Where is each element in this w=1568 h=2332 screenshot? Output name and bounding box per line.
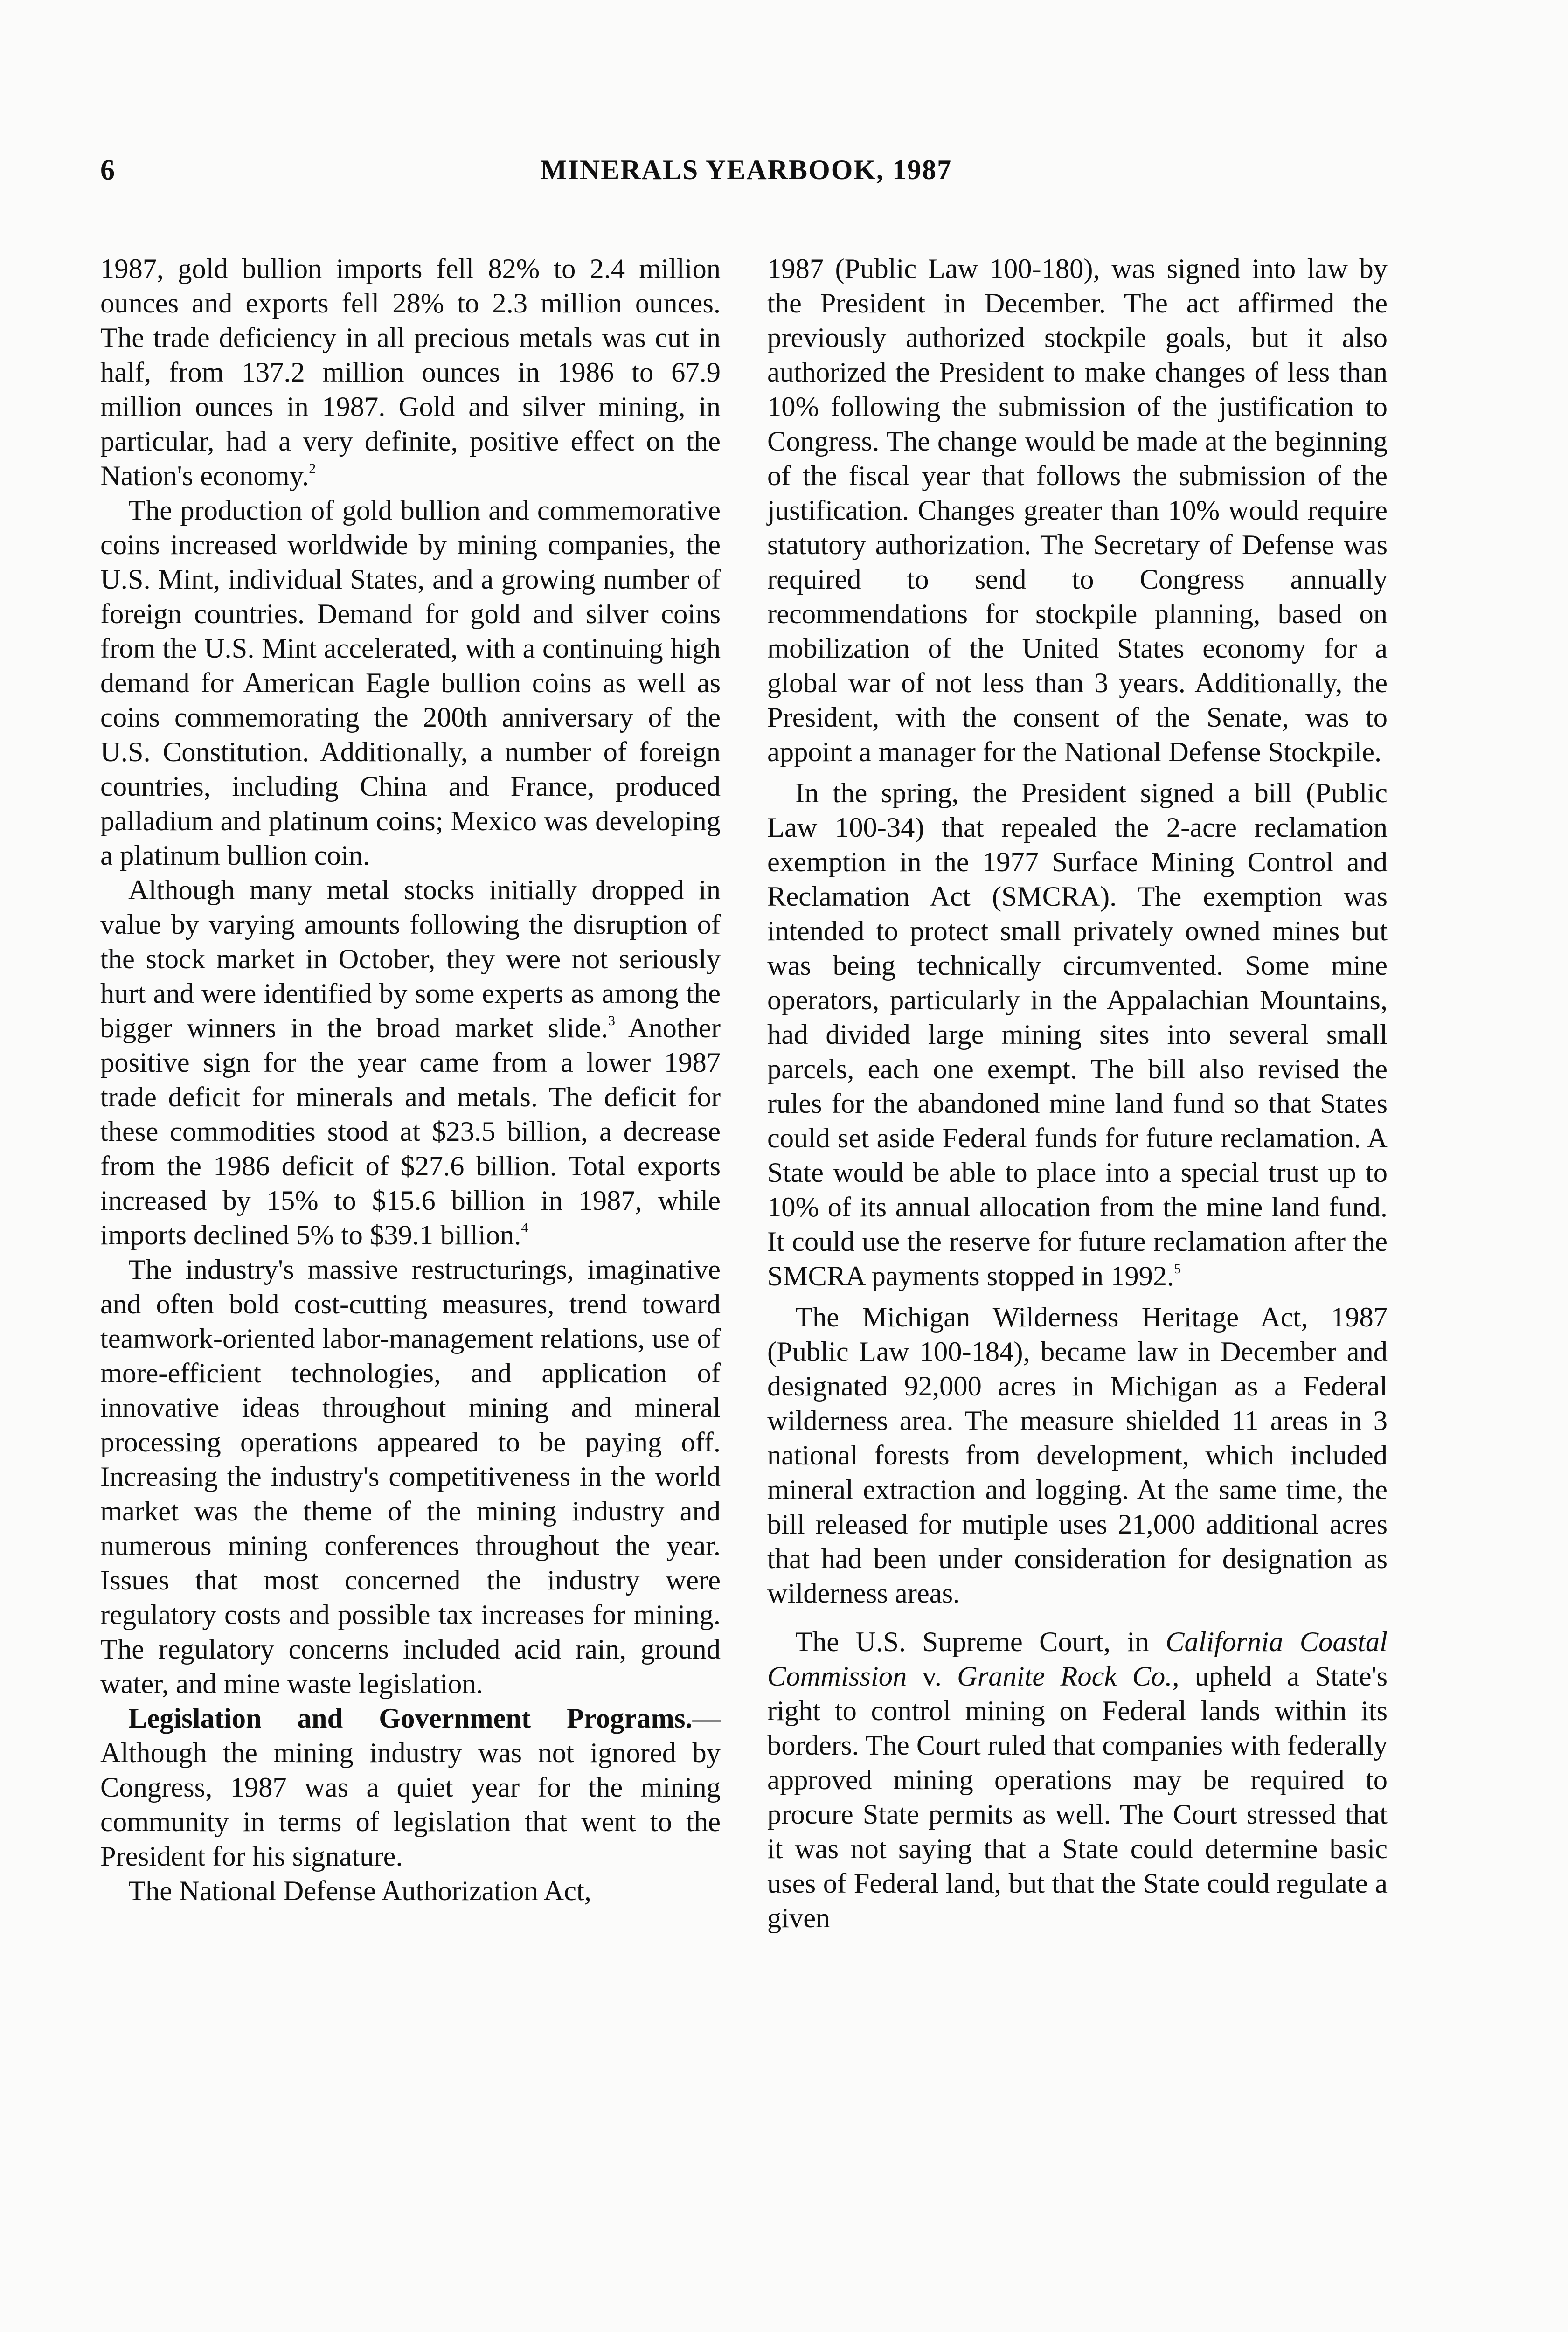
paragraph: The U.S. Supreme Court, in California Coastal Commission v. Granite Rock Co., upheld a State's right to control mining on Federal lands within its borders. The Court ruled that companies with federally approved mining operations may be required to procure State permits as well. The Court stressed that it was not saying that a State could determine basic uses of Federal land, but that the State could regulate a given (767, 1626, 1388, 1934)
section-heading: Legislation and Government Programs. (128, 1703, 693, 1734)
case-name: Granite Rock Co. (957, 1661, 1173, 1692)
case-name: California Coastal Commission (767, 1626, 1388, 1692)
footnote-marker: 3 (608, 1013, 615, 1028)
footnote-marker: 4 (521, 1220, 528, 1235)
running-title: MINERALS YEARBOOK, 1987 (540, 154, 952, 185)
paragraph: The production of gold bullion and commemorative coins increased worldwide by mining companies, the U.S. Mint, individual States, and a growing number of foreign countries. Demand for gold and silver coins from the U.S. Mint accelerated, with a continuing high demand for American Eagle bullion coins as well as coins commemorating the 200th anniversary of the U.S. Constitution. Additionally, a number of foreign countries, including China and France, produced palladium and platinum coins; Mexico was developing a platinum bullion coin. (100, 495, 721, 871)
running-header (100, 154, 1392, 196)
left-column (100, 252, 721, 1909)
right-column (767, 252, 1388, 1936)
paragraph: 1987, gold bullion imports fell 82% to 2.4 million ounces and exports fell 28% to 2.3 million ounces. The trade deficiency in all precious metals was cut in half, from 137.2 million ounces in 1986 to 67.9 million ounces in 1987. Gold and silver mining, in particular, had a very definite, positive effect on the Nation's economy.$^2$ (100, 253, 721, 492)
paragraph: Although many metal stocks initially dropped in value by varying amounts following the disruption of the stock market in October, they were not seriously hurt and were identified by some experts as among the bigger winners in the broad market slide.$^3$ Another positive sign for the year came from a lower 1987 trade deficit for minerals and metals. The deficit for these commodities stood at $23.5 billion, a decrease from the 1986 deficit of $27.6 billion. Total exports increased by 15% to $15.6 billion in 1987, while imports declined 5% to $39.1 billion.$^4$ (100, 874, 721, 1251)
paragraph: The National Defense Authorization Act, (128, 1875, 591, 1907)
paragraph: 1987 (Public Law 100-180), was signed into law by the President in December. The act affirmed the previously authorized stockpile goals, but it also authorized the President to make changes of less than 10% following the submission of the justification to Congress. The change would be made at the beginning of the fiscal year that follows the submission of the justification. Changes greater than 10% would require statutory authorization. The Secretary of Defense was required to send to Congress annually recommendations for stockpile planning, based on mobilization of the United States economy for a global war of not less than 3 years. Additionally, the President, with the consent of the Senate, was to appoint a manager for the National Defense Stockpile. (767, 253, 1388, 768)
page-number: 6 (100, 154, 115, 186)
paragraph: The industry's massive restructurings, imaginative and often bold cost-cutting measures, trend toward teamwork-oriented labor-management relations, use of more-efficient technologies, and application of innovative ideas throughout mining and mineral processing operations appeared to be paying off. Increasing the industry's competitiveness in the world market was the theme of the mining industry and numerous mining conferences throughout the year. Issues that most concerned the industry were regulatory costs and possible tax increases for mining. The regulatory concerns included acid rain, ground water, and mine waste legislation. (100, 1254, 721, 1700)
section-paragraph: Legislation and Government Programs.—Although the mining industry was not ignored by Congress, 1987 was a quiet year for the mining community in terms of legislation that went to the President for his signature. (100, 1703, 721, 1872)
paragraph: In the spring, the President signed a bill (Public Law 100-34) that repealed the 2-acre reclamation exemption in the 1977 Surface Mining Control and Reclamation Act (SMCRA). The exemption was intended to protect small privately owned mines but was being technically circumvented. Some mine operators, particularly in the Appalachian Mountains, had divided large mining sites into several small parcels, each one exempt. The bill also revised the rules for the abandoned mine land fund so that States could set aside Federal funds for future reclamation. A State would be able to place into a special trust up to 10% of its annual allocation from the mine land fund. It could use the reserve for future reclamation after the SMCRA payments stopped in 1992.$^5$ (767, 777, 1388, 1292)
paragraph: The Michigan Wilderness Heritage Act, 1987 (Public Law 100-184), became law in December and designated 92,000 acres in Michigan as a Federal wilderness area. The measure shielded 11 areas in 3 national forests from development, which included mineral extraction and logging. At the same time, the bill released for mutiple uses 21,000 additional acres that had been under consideration for designation as wilderness areas. (767, 1302, 1388, 1609)
footnote-marker: 5 (1174, 1261, 1181, 1277)
footnote-marker: 2 (309, 461, 316, 476)
